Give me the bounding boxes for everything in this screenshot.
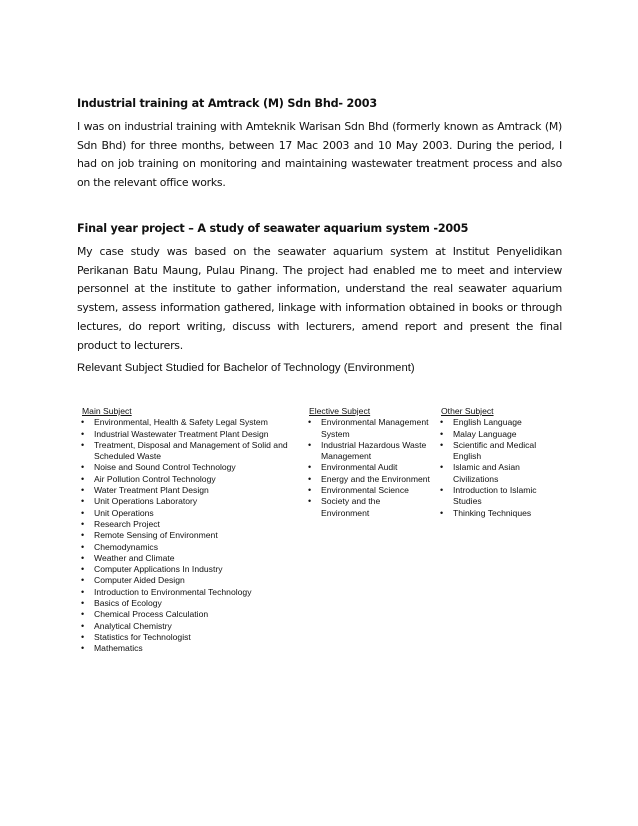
list-item: • Remote Sensing of Environment xyxy=(78,530,298,541)
list-item: • Industrial Hazardous Waste Management xyxy=(305,440,430,463)
list-item: • Mathematics xyxy=(78,643,298,654)
list-item: • Water Treatment Plant Design xyxy=(78,485,298,496)
elective-subject-title: Elective Subject xyxy=(309,406,371,416)
elective-subject-column xyxy=(305,406,430,519)
list-item: • Noise and Sound Control Technology xyxy=(78,462,298,473)
other-subject-title: Other Subject xyxy=(441,406,494,416)
industrial-training-body: I was on industrial training with Amteknik Warisan Sdn Bhd (formerly known as Amtrack (M) Sdn Bhd) for three months, between 17 Mac 2003 and 10 May 2003. During the period, I had on job training on monitoring and maintaining wastewater treatment process and also on the relevant office works. xyxy=(77,120,562,190)
main-subject-title: Main Subject xyxy=(82,406,132,416)
list-item: • Thinking Techniques xyxy=(437,508,547,519)
list-item: • Environmental Management System xyxy=(305,417,430,440)
list-item: • Introduction to Islamic Studies xyxy=(437,485,547,508)
list-item: • Analytical Chemistry xyxy=(78,621,298,632)
subjects-title: Relevant Subject Studied for Bachelor of Technology (Environment) xyxy=(77,362,415,374)
list-item: • Scientific and Medical English xyxy=(437,440,547,463)
list-item: • Computer Applications In Industry xyxy=(78,564,298,575)
list-item: • Islamic and Asian Civilizations xyxy=(437,462,547,485)
main-subject-column xyxy=(78,406,298,655)
elective-subject-list xyxy=(305,417,430,519)
list-item: • Introduction to Environmental Technology xyxy=(78,587,298,598)
list-item: • Environmental Science xyxy=(305,485,430,496)
list-item: • Malay Language xyxy=(437,429,547,440)
list-item: • Computer Aided Design xyxy=(78,575,298,586)
list-item: • Unit Operations Laboratory xyxy=(78,496,298,507)
main-subject-list xyxy=(78,417,298,654)
list-item: • Basics of Ecology xyxy=(78,598,298,609)
industrial-training-section xyxy=(77,97,562,193)
list-item: • Unit Operations xyxy=(78,508,298,519)
list-item: • Chemodynamics xyxy=(78,542,298,553)
list-item: • Chemical Process Calculation xyxy=(78,609,298,620)
list-item: • Society and the Environment xyxy=(305,496,430,519)
list-item: • Research Project xyxy=(78,519,298,530)
list-item: • Environmental Audit xyxy=(305,462,430,473)
other-subject-column xyxy=(437,406,547,519)
list-item: • Industrial Wastewater Treatment Plant Design xyxy=(78,429,298,440)
list-item: • Air Pollution Control Technology xyxy=(78,474,298,485)
final-year-project-heading: Final year project – A study of seawater aquarium system -2005 xyxy=(77,222,469,235)
list-item: • Statistics for Technologist xyxy=(78,632,298,643)
list-item: • Environmental, Health & Safety Legal System xyxy=(78,417,298,428)
industrial-training-heading: Industrial training at Amtrack (M) Sdn Bhd- 2003 xyxy=(77,97,377,110)
list-item: • Treatment, Disposal and Management of Solid and Scheduled Waste xyxy=(78,440,298,463)
other-subject-list xyxy=(437,417,547,519)
final-year-project-body: My case study was based on the seawater aquarium system at Institut Penyelidikan Perikanan Batu Maung, Pulau Pinang. The project had enabled me to meet and interview personnel at the institute to gather information, understand the real seawater aquarium system, assess information gathered, linkage with information obtained in books or through lectures, do report writing, discuss with lecturers, amend report and present the final product to lecturers. xyxy=(77,245,562,352)
list-item: • English Language xyxy=(437,417,547,428)
final-year-project-section xyxy=(77,222,562,355)
list-item: • Weather and Climate xyxy=(78,553,298,564)
list-item: • Energy and the Environment xyxy=(305,474,430,485)
